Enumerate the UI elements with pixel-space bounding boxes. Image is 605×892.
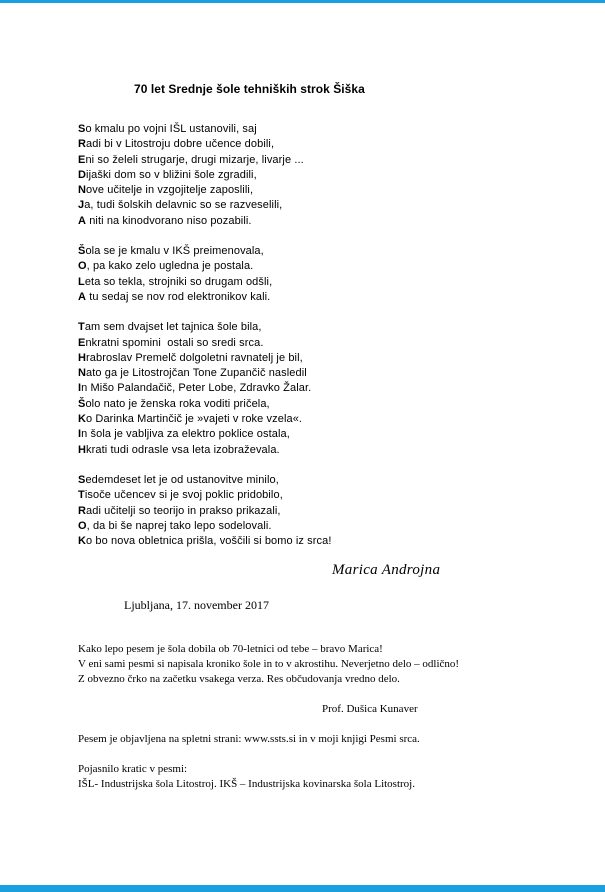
poem-line: [78, 504, 378, 519]
poem-line: [78, 122, 378, 137]
poem-line-text: adi učitelji so teorijo in prakso prikazali,: [86, 504, 281, 517]
acrostic-letter: D: [78, 168, 87, 181]
poem-line-text: rabroslav Premelč dolgoletni ravnatelj je bil,: [86, 351, 303, 364]
poem-line: [78, 153, 378, 168]
acrostic-letter: S: [78, 123, 86, 135]
poem-line-text: edemdeset let je od ustanovitve minilo,: [85, 473, 279, 486]
publication-note: Pesem je objavljena na spletni strani: www.ssts.si in v moji knjigi Pesmi srca.: [78, 733, 420, 745]
poem-line: [78, 290, 378, 305]
stanza: [78, 320, 378, 458]
acrostic-letter: H: [78, 351, 87, 364]
acrostic-letter: K: [78, 413, 87, 426]
comment-line: V eni sami pesmi si napisala kroniko šole in to v akrostihu. Neverjetno delo – odlično!: [78, 658, 460, 670]
poem-line-text: ola se je kmalu v IKŠ preimenovala,: [85, 245, 264, 258]
acrostic-letter: A: [78, 214, 87, 227]
poem-line-text: adi bi v Litostroju dobre učence dobili,: [86, 138, 275, 151]
poem-line-text: o bo nova obletnica prišla, voščili si bomo iz srca!: [86, 535, 332, 548]
abbreviations-heading: Pojasnilo kratic v pesmi:: [78, 763, 188, 775]
document-title: 70 let Srednje šole tehniških strok Šiška: [134, 82, 365, 96]
poem-line: [78, 137, 378, 152]
acrostic-letter: R: [78, 138, 87, 151]
poem-line: [78, 366, 378, 381]
acrostic-letter: L: [78, 275, 85, 288]
comment-line: Kako lepo pesem je šola dobila ob 70-letnici od tebe – bravo Marica!: [78, 643, 383, 655]
poem-line: [78, 488, 378, 503]
acrostic-letter: I: [78, 428, 82, 441]
acrostic-letter: O: [78, 519, 87, 532]
poem-line: [78, 412, 378, 427]
poem-line: [78, 519, 378, 534]
poem-line-text: olo nato je ženska roka voditi pričela,: [85, 397, 270, 410]
poem-line: [78, 183, 378, 198]
poem-line-text: eta so tekla, strojniki so drugam odšli,: [84, 275, 273, 288]
poem-line: [78, 534, 378, 549]
poem-line: [78, 168, 378, 183]
top-border: [0, 0, 605, 3]
poem-line: [78, 259, 378, 274]
acrostic-letter: K: [78, 535, 87, 548]
stanza: [78, 244, 378, 305]
poem-line: [78, 397, 378, 412]
poem-line-text: a, tudi šolskih delavnic so se razveselili,: [84, 199, 283, 212]
bottom-border: [0, 885, 605, 892]
poem-line: [78, 351, 378, 366]
poem-line-text: tu sedaj se nov rod elektronikov kali.: [86, 290, 271, 303]
stanza: [78, 473, 378, 549]
acrostic-letter: E: [78, 153, 86, 166]
poem-line: [78, 214, 378, 229]
poem-line-text: n Mišo Palandačič, Peter Lobe, Zdravko Žalar.: [81, 382, 312, 395]
poem-line-text: isoče učencev si je svoj poklic pridobilo,: [84, 489, 283, 502]
poem-line: [78, 198, 378, 213]
poem-line: [78, 244, 378, 259]
poem-line-text: niti na kinodvorano niso pozabili.: [86, 214, 252, 227]
poem-line-text: , pa kako zelo ugledna je postala.: [86, 260, 254, 273]
comment-block: [78, 642, 459, 687]
poem: [78, 122, 378, 564]
acrostic-letter: T: [78, 321, 85, 334]
comment-line: Z obvezno črko na začetku vsakega verza. Res občudovanja vredno delo.: [78, 673, 400, 685]
acrostic-letter: E: [78, 336, 86, 349]
acrostic-letter: Š: [78, 397, 86, 410]
poem-line-text: , da bi še naprej tako lepo sodelovali.: [86, 519, 272, 532]
acrostic-letter: I: [78, 382, 82, 395]
poem-line-text: am sem dvajset let tajnica šole bila,: [84, 321, 262, 334]
poem-line: [78, 381, 378, 396]
author-signature: Marica Androjna: [332, 562, 441, 578]
acrostic-letter: R: [78, 504, 87, 517]
abbreviations-block: [78, 762, 415, 792]
acrostic-letter: J: [78, 199, 85, 212]
poem-line-text: ove učitelje in vzgojitelje zaposlili,: [86, 184, 254, 197]
date-line: Ljubljana, 17. november 2017: [124, 598, 269, 612]
poem-line-text: ni so želeli strugarje, drugi mizarje, livarje ...: [85, 153, 304, 166]
stanza: [78, 122, 378, 229]
acrostic-letter: N: [78, 367, 87, 380]
poem-line-text: krati tudi odrasle vsa leta izobraževala.: [86, 443, 280, 456]
poem-line: [78, 336, 378, 351]
poem-line: [78, 427, 378, 442]
poem-line-text: ijaški dom so v bližini šole zgradili,: [86, 168, 257, 181]
poem-line-text: nkratni spomini ostali so sredi srca.: [85, 336, 264, 349]
poem-line-text: ato ga je Litostrojčan Tone Zupančič nasledil: [86, 367, 307, 380]
acrostic-letter: N: [78, 184, 87, 197]
poem-line-text: o Darinka Martinčič je »vajeti v roke vzela«.: [86, 413, 303, 426]
acrostic-letter: T: [78, 489, 85, 502]
acrostic-letter: Š: [78, 245, 86, 258]
poem-line: [78, 443, 378, 458]
comment-author: Prof. Dušica Kunaver: [322, 703, 418, 715]
acrostic-letter: A: [78, 290, 87, 303]
poem-line: [78, 320, 378, 335]
poem-line: [78, 473, 378, 488]
poem-line: [78, 275, 378, 290]
poem-line-text: n šola je vabljiva za elektro poklice ostala,: [81, 428, 290, 441]
acrostic-letter: O: [78, 260, 87, 273]
poem-line-text: o kmalu po vojni IŠL ustanovili, saj: [85, 123, 257, 135]
abbreviations-text: IŠL- Industrijska šola Litostroj. IKŠ – Industrijska kovinarska šola Litostroj.: [78, 778, 415, 790]
acrostic-letter: H: [78, 443, 87, 456]
acrostic-letter: S: [78, 473, 86, 486]
